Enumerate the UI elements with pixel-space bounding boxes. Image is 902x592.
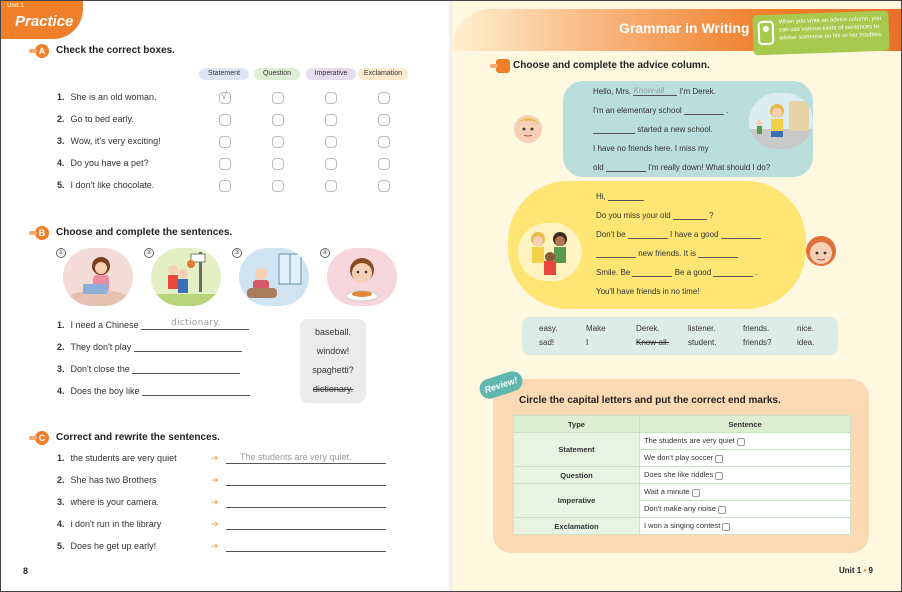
end-mark-box[interactable] bbox=[737, 438, 745, 446]
end-mark-box[interactable] bbox=[715, 472, 723, 480]
item-text: the students are very quiet bbox=[70, 453, 177, 463]
checkbox-exclamation[interactable] bbox=[378, 92, 390, 104]
section-b-item bbox=[57, 363, 240, 374]
end-mark-box[interactable] bbox=[718, 506, 726, 514]
sentence-cell: Does she like riddles bbox=[640, 467, 851, 484]
reply-blank-2[interactable] bbox=[673, 212, 707, 220]
picture-number-4: ④ bbox=[320, 248, 330, 258]
type-statement: Statement bbox=[514, 433, 640, 467]
end-mark-box[interactable] bbox=[715, 455, 723, 463]
table-header-row bbox=[514, 416, 851, 433]
item-number: 1. bbox=[57, 320, 65, 330]
column-exclamation: Exclamation bbox=[358, 68, 408, 80]
word-box-item-4: dictionary. bbox=[312, 384, 354, 394]
item-text: Does the boy like bbox=[70, 386, 140, 396]
task-title: Choose and complete the advice column. bbox=[513, 60, 710, 71]
review-title: Circle the capital letters and put the correct end marks. bbox=[519, 395, 781, 406]
section-b-badge: B bbox=[35, 226, 49, 240]
word-bank-item: sad! bbox=[539, 338, 555, 347]
answer-blank[interactable] bbox=[142, 385, 250, 396]
rewrite-answer-line[interactable] bbox=[226, 452, 386, 464]
word-bank-item: I bbox=[586, 338, 589, 347]
table-row bbox=[514, 467, 851, 484]
practice-title: Practice bbox=[15, 13, 74, 30]
checkbox-imperative[interactable] bbox=[325, 136, 337, 148]
item-number: 3. bbox=[57, 497, 65, 507]
section-c-title: Correct and rewrite the sentences. bbox=[56, 432, 220, 443]
checkbox-statement[interactable] bbox=[219, 136, 231, 148]
section-b-item bbox=[57, 385, 250, 396]
section-c-item bbox=[57, 475, 157, 485]
word-bank-item: listener. bbox=[688, 324, 716, 333]
picture-kids-basketball bbox=[151, 248, 221, 306]
word-bank-item: nice. bbox=[797, 324, 814, 333]
picture-number-1: ① bbox=[56, 248, 66, 258]
section-b-word-box bbox=[300, 319, 366, 403]
checkbox-statement[interactable] bbox=[219, 180, 231, 192]
word-bank-item: friends? bbox=[743, 338, 772, 347]
word-bank-item: friends. bbox=[743, 324, 770, 333]
reply-blank-7[interactable] bbox=[632, 269, 672, 277]
section-a-item bbox=[57, 92, 157, 102]
letter-blank-4[interactable] bbox=[606, 164, 646, 172]
item-text: i don't run in the library bbox=[70, 519, 162, 529]
checkbox-exclamation[interactable] bbox=[378, 136, 390, 148]
checkbox-imperative[interactable] bbox=[325, 158, 337, 170]
section-b-item bbox=[57, 319, 249, 330]
boy-face-icon bbox=[513, 111, 543, 147]
item-text: She is an old woman. bbox=[70, 92, 157, 102]
item-number: 5. bbox=[57, 541, 65, 551]
section-a-item bbox=[57, 180, 154, 190]
checkbox-statement[interactable] bbox=[219, 158, 231, 170]
item-number: 2. bbox=[57, 342, 65, 352]
friends-illustration bbox=[518, 223, 582, 281]
letter-line-3: started a new school. bbox=[593, 125, 713, 134]
word-box-item-1: baseball. bbox=[314, 327, 352, 337]
writing-robot-icon bbox=[758, 21, 775, 46]
checkbox-exclamation[interactable] bbox=[378, 158, 390, 170]
word-bank-item: student. bbox=[688, 338, 717, 347]
sentence-cell: The students are very quiet bbox=[640, 433, 851, 450]
picture-number-2: ② bbox=[144, 248, 154, 258]
reply-blank-3[interactable] bbox=[628, 231, 668, 239]
section-a-item bbox=[57, 158, 149, 168]
item-text: They don't play bbox=[70, 342, 132, 352]
type-imperative: Imperative bbox=[514, 484, 640, 518]
arrow-right-icon: ➔ bbox=[211, 497, 219, 507]
right-page-footer bbox=[839, 566, 873, 575]
section-c-item bbox=[57, 519, 161, 529]
item-number: 1. bbox=[57, 92, 65, 102]
item-number: 3. bbox=[57, 136, 65, 146]
item-number: 2. bbox=[57, 114, 65, 124]
kids-basketball-illustration bbox=[151, 248, 221, 306]
item-number: 2. bbox=[57, 475, 65, 485]
letter-blank-3[interactable] bbox=[593, 126, 635, 134]
reply-blank-6[interactable] bbox=[698, 250, 738, 258]
task-badge bbox=[496, 59, 510, 73]
sad-boy-stairs-illustration bbox=[749, 93, 813, 149]
picture-window bbox=[239, 248, 309, 306]
picture-boy-spaghetti bbox=[327, 248, 397, 306]
handwritten-answer: The students are very quiet. bbox=[240, 452, 352, 462]
end-mark-box[interactable] bbox=[722, 523, 730, 531]
letter-line-4: I have no friends here. I miss my bbox=[593, 144, 709, 153]
check-mark-icon: √ bbox=[221, 90, 228, 102]
footer-unit: Unit 1 bbox=[839, 566, 862, 575]
footer-dot: • bbox=[863, 566, 867, 575]
grammar-tip-box bbox=[752, 11, 889, 56]
column-statement: Statement bbox=[199, 68, 249, 80]
letter-line-1: Hello, Mrs. Know-all I'm Derek. bbox=[593, 86, 716, 96]
answer-blank[interactable] bbox=[132, 363, 240, 374]
section-b-title: Choose and complete the sentences. bbox=[56, 227, 233, 238]
grammar-title: Grammar in Writing bbox=[619, 20, 750, 36]
reply-blank-5[interactable] bbox=[596, 250, 636, 258]
table-header-sentence: Sentence bbox=[640, 416, 851, 433]
picture-girl-reading bbox=[63, 248, 133, 306]
practice-tab bbox=[1, 1, 83, 39]
left-page bbox=[1, 1, 452, 591]
item-text: Do you have a pet? bbox=[70, 158, 149, 168]
section-a-item bbox=[57, 136, 161, 146]
checkbox-statement[interactable] bbox=[219, 92, 231, 104]
reply-line-1: Hi, bbox=[596, 192, 644, 201]
girl-reading-illustration bbox=[63, 248, 133, 306]
letter-blank-1[interactable]: Know-all bbox=[633, 88, 677, 96]
type-exclamation: Exclamation bbox=[514, 518, 640, 535]
reply-line-6: You'll have friends in no time! bbox=[596, 287, 700, 296]
reply-blank-1[interactable] bbox=[608, 193, 644, 201]
arrow-right-icon: ➔ bbox=[211, 519, 219, 529]
arrow-right-icon: ➔ bbox=[211, 541, 219, 551]
table-header-type: Type bbox=[514, 416, 640, 433]
item-number: 4. bbox=[57, 519, 65, 529]
item-text: where is your camera. bbox=[70, 497, 160, 507]
item-text: She has two Brothers bbox=[70, 475, 157, 485]
checkbox-question[interactable] bbox=[272, 114, 284, 126]
right-page-number: 9 bbox=[868, 566, 873, 575]
review-tag: Review! bbox=[477, 369, 525, 402]
sentence-cell: I won a singing contest bbox=[640, 518, 851, 535]
item-text: Does he get up early! bbox=[70, 541, 157, 551]
section-a-title: Check the correct boxes. bbox=[56, 45, 175, 56]
section-a-item bbox=[57, 114, 134, 124]
letter-line-5: old I'm really down! What should I do? bbox=[593, 163, 771, 172]
section-c-item bbox=[57, 453, 177, 463]
checkbox-question[interactable] bbox=[272, 158, 284, 170]
item-text: I don't like chocolate. bbox=[70, 180, 155, 190]
section-b-item bbox=[57, 341, 242, 352]
table-row bbox=[514, 484, 851, 501]
checkbox-question[interactable] bbox=[272, 180, 284, 192]
end-mark-box[interactable] bbox=[692, 489, 700, 497]
reply-blank-4[interactable] bbox=[721, 231, 761, 239]
word-bank-item: Make bbox=[586, 324, 606, 333]
reply-illustration bbox=[518, 223, 582, 281]
item-number: 4. bbox=[57, 386, 65, 396]
item-text: I need a Chinese bbox=[70, 320, 139, 330]
word-bank-item: Derek. bbox=[636, 324, 660, 333]
word-bank-item: idea. bbox=[797, 338, 815, 347]
section-c-item bbox=[57, 497, 159, 507]
checkbox-question[interactable] bbox=[272, 136, 284, 148]
letter-line-2: I'm an elementary school . bbox=[593, 106, 729, 115]
answer-blank[interactable] bbox=[134, 341, 242, 352]
checkbox-exclamation[interactable] bbox=[378, 180, 390, 192]
item-text: Go to bed early. bbox=[70, 114, 134, 124]
reply-line-4: new friends. It is bbox=[596, 249, 738, 258]
word-bank-item: easy. bbox=[539, 324, 558, 333]
reply-line-5: Smile. Be Be a good . bbox=[596, 268, 758, 277]
checkbox-question[interactable] bbox=[272, 92, 284, 104]
checkbox-imperative[interactable] bbox=[325, 180, 337, 192]
item-number: 4. bbox=[57, 158, 65, 168]
left-page-number: 8 bbox=[23, 566, 29, 576]
checkbox-imperative[interactable] bbox=[325, 114, 337, 126]
section-a-badge: A bbox=[35, 44, 49, 58]
checkbox-imperative[interactable] bbox=[325, 92, 337, 104]
letter-illustration bbox=[749, 93, 813, 149]
boy-spaghetti-illustration bbox=[327, 248, 397, 306]
window-illustration bbox=[239, 248, 309, 306]
item-number: 3. bbox=[57, 364, 65, 374]
letter-blank-2[interactable] bbox=[684, 107, 724, 115]
advice-word-bank bbox=[522, 317, 838, 355]
handwritten-answer: dictionary. bbox=[171, 318, 221, 328]
woman-face-icon bbox=[804, 233, 838, 269]
section-c-badge: C bbox=[35, 431, 49, 445]
type-question: Question bbox=[514, 467, 640, 484]
grammar-tip-text: When you write an advice column, you can use various kinds of sentences to advise someone on his or her troubles. bbox=[778, 15, 883, 42]
word-box-item-3: spaghetti? bbox=[312, 365, 354, 375]
answer-blank[interactable] bbox=[141, 319, 249, 330]
table-row bbox=[514, 518, 851, 535]
sentence-cell: We don't play soccer bbox=[640, 450, 851, 467]
reply-blank-8[interactable] bbox=[713, 269, 753, 277]
item-text: Don't close the bbox=[70, 364, 130, 374]
item-number: 5. bbox=[57, 180, 65, 190]
sentence-type-table bbox=[513, 415, 851, 535]
item-text: Wow, it's very exciting! bbox=[70, 136, 161, 146]
checkbox-exclamation[interactable] bbox=[378, 114, 390, 126]
reply-line-2: Do you miss your old ? bbox=[596, 211, 714, 220]
picture-number-3: ③ bbox=[232, 248, 242, 258]
rewrite-answer-line[interactable] bbox=[226, 496, 386, 508]
checkbox-statement[interactable] bbox=[219, 114, 231, 126]
arrow-right-icon: ➔ bbox=[211, 475, 219, 485]
practice-unit-label: Unit 1 bbox=[7, 3, 24, 9]
arrow-right-icon: ➔ bbox=[211, 453, 219, 463]
section-c-item bbox=[57, 541, 156, 551]
item-number: 1. bbox=[57, 453, 65, 463]
rewrite-answer-line[interactable] bbox=[226, 540, 386, 552]
sentence-cell: Wait a minute bbox=[640, 484, 851, 501]
reply-line-3: Don't be I have a good bbox=[596, 230, 761, 239]
rewrite-answer-line[interactable] bbox=[226, 518, 386, 530]
rewrite-answer-line[interactable] bbox=[226, 474, 386, 486]
column-question: Question bbox=[254, 68, 300, 80]
column-imperative: Imperative bbox=[306, 68, 356, 80]
word-box-item-2: window! bbox=[316, 346, 350, 356]
table-row bbox=[514, 433, 851, 450]
word-bank-item: Know-all. bbox=[636, 338, 669, 347]
sentence-cell: Don't make any noise bbox=[640, 501, 851, 518]
